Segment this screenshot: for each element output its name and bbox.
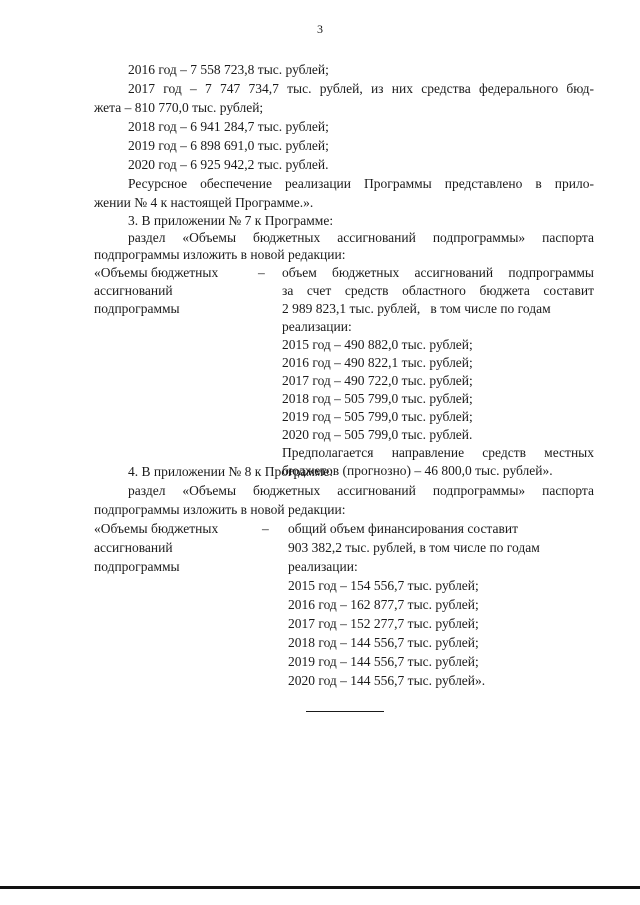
block2-year-2015: 2015 год – 154 556,7 тыс. рублей; xyxy=(288,578,479,593)
block1-right-1: объем бюджетных ассигнований подпрограммы xyxy=(282,265,594,280)
section-3-intro-cont: подпрограммы изложить в новой редакции: xyxy=(94,247,346,262)
text-line-2016: 2016 год – 7 558 723,8 тыс. рублей; xyxy=(128,62,329,77)
block1-right-4: реализации: xyxy=(282,319,352,334)
block1-year-2017: 2017 год – 490 722,0 тыс. рублей; xyxy=(282,373,473,388)
block1-right-local-cont: бюджетов (прогнозно) – 46 800,0 тыс. рублей». xyxy=(282,463,553,478)
separator-line xyxy=(306,711,384,712)
block1-right-2: за счет средств областного бюджета составит xyxy=(282,283,594,298)
block1-year-2015: 2015 год – 490 882,0 тыс. рублей; xyxy=(282,337,473,352)
text-line-2019: 2019 год – 6 898 691,0 тыс. рублей; xyxy=(128,138,329,153)
text-line-2017-cont: жета – 810 770,0 тыс. рублей; xyxy=(94,100,264,115)
bottom-rule xyxy=(0,886,640,889)
text-line-2018: 2018 год – 6 941 284,7 тыс. рублей; xyxy=(128,119,329,134)
block1-right-local: Предполагается направление средств местных xyxy=(282,445,594,460)
section-3-intro: раздел «Объемы бюджетных ассигнований подпрограммы» паспорта xyxy=(128,230,594,245)
block1-year-2016: 2016 год – 490 822,1 тыс. рублей; xyxy=(282,355,473,370)
block1-left-1: «Объемы бюджетных xyxy=(94,265,219,280)
text-line-2020: 2020 год – 6 925 942,2 тыс. рублей. xyxy=(128,157,329,172)
block2-left-2: ассигнований xyxy=(94,540,173,555)
section-3-heading: 3. В приложении № 7 к Программе: xyxy=(128,213,334,228)
block2-year-2018: 2018 год – 144 556,7 тыс. рублей; xyxy=(288,635,479,650)
section-4-heading: 4. В приложении № 8 к Программе: xyxy=(128,464,334,479)
block2-year-2016: 2016 год – 162 877,7 тыс. рублей; xyxy=(288,597,479,612)
block2-right-3: реализации: xyxy=(288,559,358,574)
block1-dash: – xyxy=(258,265,265,280)
block2-year-2020: 2020 год – 144 556,7 тыс. рублей». xyxy=(288,673,486,688)
block1-right-3: 2 989 823,1 тыс. рублей, в том числе по годам xyxy=(282,301,551,316)
block2-year-2019: 2019 год – 144 556,7 тыс. рублей; xyxy=(288,654,479,669)
section-4-intro: раздел «Объемы бюджетных ассигнований подпрограммы» паспорта xyxy=(128,483,594,498)
block2-right-2: 903 382,2 тыс. рублей, в том числе по годам xyxy=(288,540,540,555)
block2-year-2017: 2017 год – 152 277,7 тыс. рублей; xyxy=(288,616,479,631)
block2-right-1: общий объем финансирования составит xyxy=(288,521,518,536)
section-4-intro-cont: подпрограммы изложить в новой редакции: xyxy=(94,502,346,517)
block1-year-2020: 2020 год – 505 799,0 тыс. рублей. xyxy=(282,427,473,442)
block2-left-1: «Объемы бюджетных xyxy=(94,521,219,536)
block1-year-2019: 2019 год – 505 799,0 тыс. рублей; xyxy=(282,409,473,424)
block1-year-2018: 2018 год – 505 799,0 тыс. рублей; xyxy=(282,391,473,406)
block2-dash: – xyxy=(262,521,269,536)
text-line-resource-cont: жении № 4 к настоящей Программе.». xyxy=(94,195,314,210)
text-line-resource: Ресурсное обеспечение реализации Программы представлено в прило- xyxy=(128,176,594,191)
text-line-2017: 2017 год – 7 747 734,7 тыс. рублей, из них средства федерального бюд- xyxy=(128,81,594,96)
block2-left-3: подпрограммы xyxy=(94,559,180,574)
page-number: 3 xyxy=(317,22,323,36)
block1-left-3: подпрограммы xyxy=(94,301,180,316)
block1-left-2: ассигнований xyxy=(94,283,173,298)
